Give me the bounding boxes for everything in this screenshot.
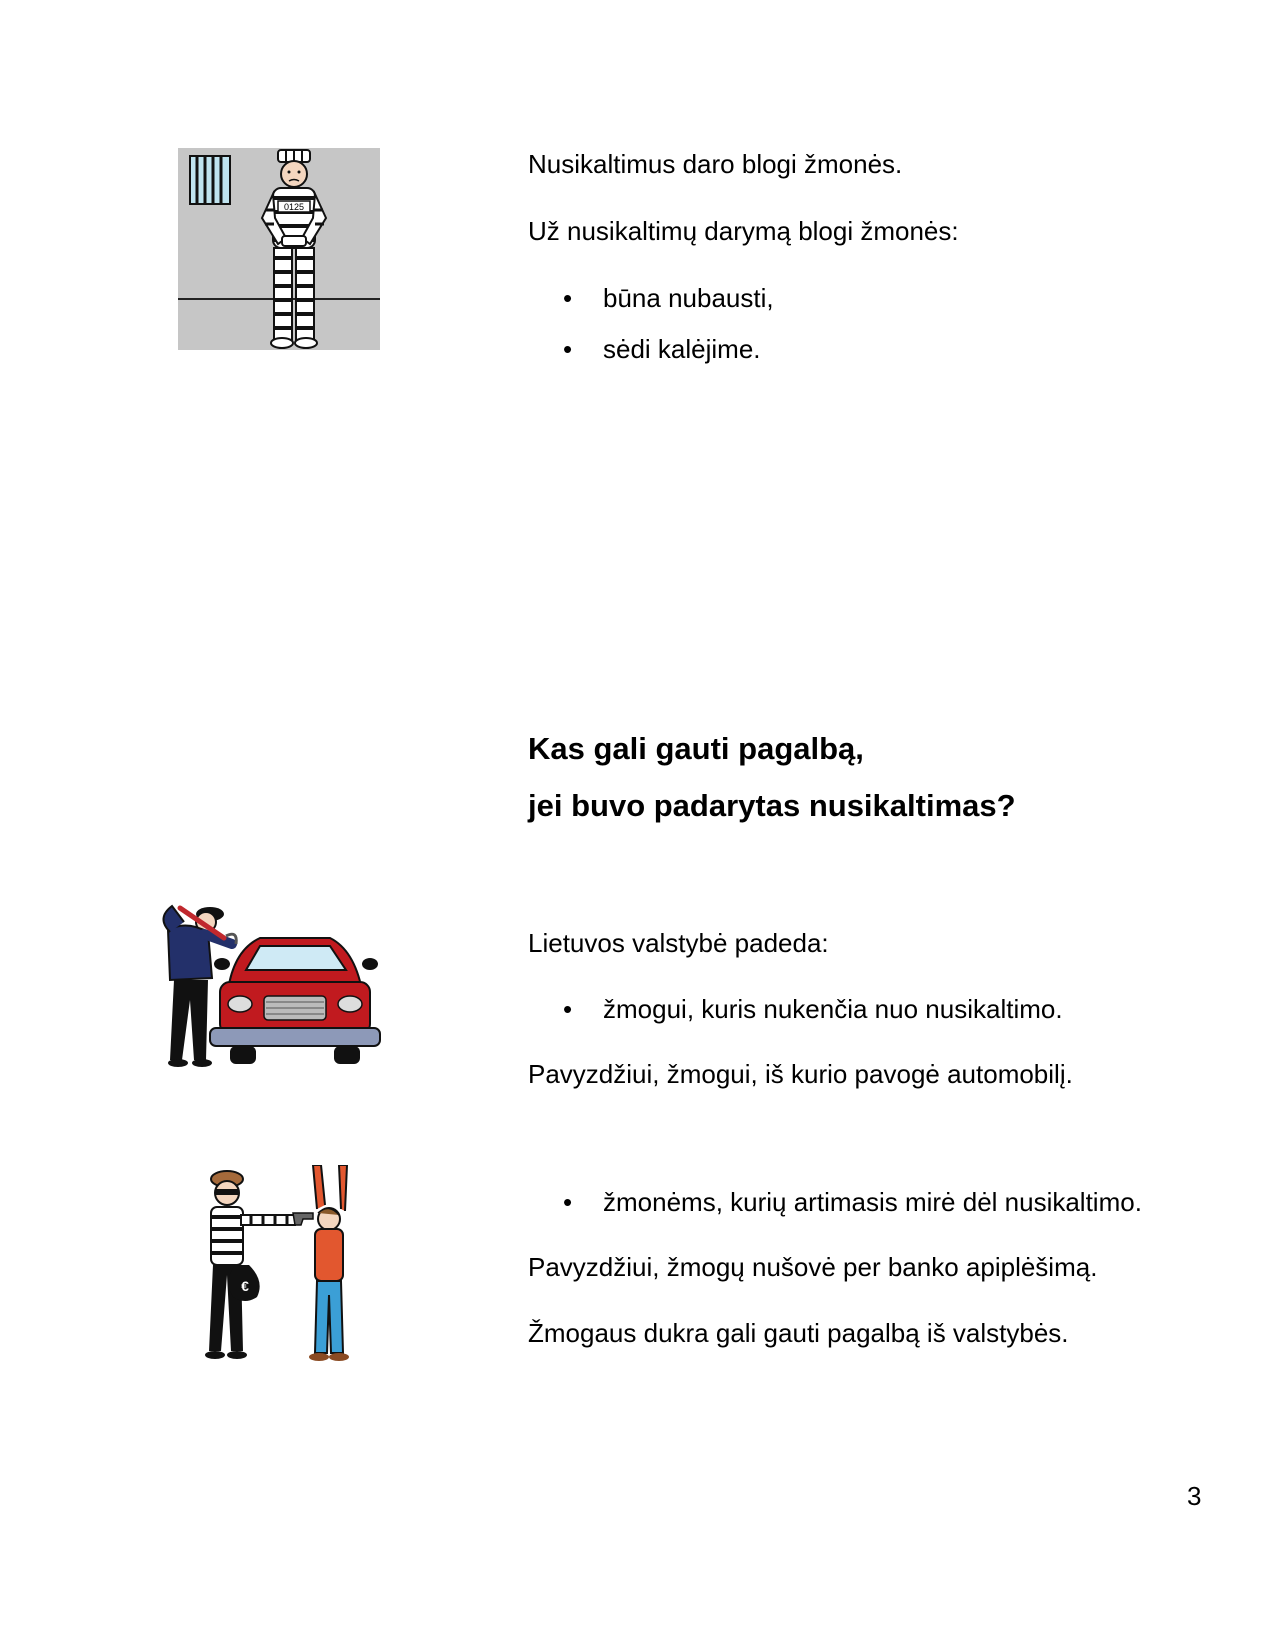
bullet-marker: • [563,283,573,313]
page-number: 3 [1187,1481,1202,1511]
intro-text: Nusikaltimus daro blogi žmonės. [528,149,903,179]
list-item: žmonėms, kurių artimasis mirė dėl nusikaltimo. [603,1187,1142,1217]
section-heading-line-1: Kas gali gauti pagalbą, [528,731,864,766]
bullet-marker: • [563,994,573,1024]
bullet-marker: • [563,334,573,364]
list-item: žmogui, kuris nukenčia nuo nusikaltimo. [603,994,1063,1024]
robbery-pictogram [205,1165,365,1365]
section-heading-line-2: jei buvo padarytas nusikaltimas? [528,788,1016,823]
euro-icon: € [241,1278,249,1294]
example-text: Pavyzdžiui, žmogų nušovė per banko apiplėšimą. [528,1252,1098,1282]
prisoner-number: 0125 [283,202,305,212]
example-text: Pavyzdžiui, žmogui, iš kurio pavogė automobilį. [528,1059,1073,1089]
car-theft-pictogram [148,900,388,1070]
prisoner-pictogram [178,148,380,350]
consequence-lead-text: Už nusikaltimų darymą blogi žmonės: [528,216,959,246]
jail-window-icon [190,156,230,204]
example-text: Žmogaus dukra gali gauti pagalbą iš valstybės. [528,1318,1069,1348]
bullet-marker: • [563,1187,573,1217]
state-helps-text: Lietuvos valstybė padeda: [528,928,829,958]
list-item: sėdi kalėjime. [603,334,761,364]
list-item: būna nubausti, [603,283,774,313]
